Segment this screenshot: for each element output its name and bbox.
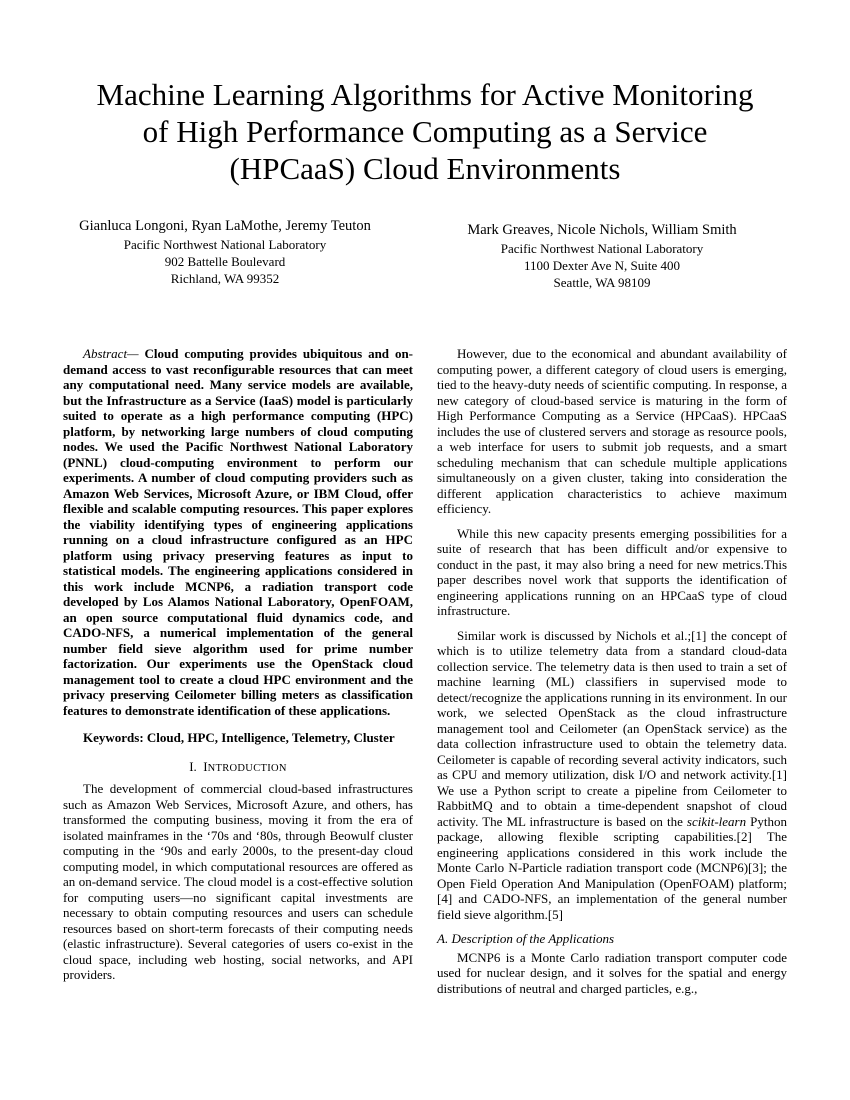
section-heading-introduction [63,759,413,777]
author-address: 902 Battelle Boulevard [164,254,286,269]
package-name: scikit-learn [686,813,747,829]
body-paragraph: However, due to the economical and abundant availability of computing power, a different category of cloud users is emerging, tied to the heavy-duty needs of scientific computing. In response, a new category of cloud-based service is maturing in the form of High Performance Computing as a Service (HPCaaS). HPCaaS includes the use of clustered servers and storage as resource pools, a web interface for users to submit job requests, and a smart scheduling mechanism that can schedule multiple applications simultaneously on a given cluster, taking into consideration the different application characteristics to achieve maximum efficiency. [437,346,787,516]
intro-paragraph: The development of commercial cloud-based infrastructures such as Amazon Web Services, Microsoft Azure, and others, has transformed the computing business, moving it from the era of isolated mainframes in the ‘70s and ‘80s, through Beowulf cluster computing in the ‘90s and early 2000s, to the present-day cloud computing model, in which computational resources are offered as an on-demand service. The cloud model is a cost-effective solution for computing users—no significant capital investments are necessary to obtain computing resources and users can schedule resources based on short-term forecasts of their computing needs (elastic infrastructure). Several categories of users co-exist in the cloud space, including web hosting, social networks, and API providers. [63,781,413,982]
left-column [63,346,413,983]
abstract [63,346,413,718]
subsection-heading: A. Description of the Applications [437,931,615,946]
title-line: of High Performance Computing as a Service [142,114,708,149]
body-paragraph: MCNP6 is a Monte Carlo radiation transport computer code used for nuclear design, and it solves for the spatial and energy distributions of neutral and charged particles, e.g., [437,949,787,996]
body-paragraph [437,628,787,923]
author-address: 1100 Dexter Ave N, Suite 400 [524,258,680,273]
author-names: Mark Greaves, Nicole Nichols, William Smith [467,222,737,238]
title-line: (HPCaaS) Cloud Environments [229,151,621,186]
author-affiliation: Pacific Northwest National Laboratory [500,241,704,256]
abstract-text: Cloud computing provides ubiquitous and on-demand access to vast reconfigurable resources that can meet any computational need. Many service models are available, but the Infrastructure as a Service (IaaS) model is particularly suited to operate as a high performance computing (HPC) platform, by networking large numbers of cloud computing nodes. We used the Pacific Northwest National Laboratory (PNNL) cloud-computing environment to perform our experiments. A number of cloud computing providers such as Amazon Web Services, Microsoft Azure, or IBM Cloud, offer flexible and scalable computing resources. This paper explores the viability identifying types of engineering applications running on a cloud infrastructure configured as an HPC platform using privacy preserving features as input to statistical models. The engineering applications considered in this work include MCNP6, a radiation transport code developed by Los Alamos National Laboratory, OpenFOAM, an open source computational fluid dynamics code, and CADO-NFS, a numerical implementation of the general number field sieve algorithm used for prime number factorization. Our experiments use the OpenStack cloud management tool to create a cloud HPC environment and the privacy preserving Ceilometer billing meters as classification features to demonstrate identification of these applications. [63,346,413,718]
keywords: Keywords: Cloud, HPC, Intelligence, Telemetry, Cluster [83,730,395,745]
section-title-rest: NTRODUCTION [207,762,287,774]
author-names: Gianluca Longoni, Ryan LaMothe, Jeremy Teuton [79,218,371,234]
author-address: Richland, WA 99352 [170,271,280,286]
author-address: Seattle, WA 98109 [553,275,651,290]
paragraph-text: Python package, allowing flexible scripting capabilities.[2] The engineering applications considered in this work include the Monte Carlo N-Particle radiation transport code (MCNP6)[3]; the Open Field Operation And Manipulation (OpenFOAM) platform;[4] and CADO-NFS, an implementation of the general number field sieve algorithm.[5] [437,813,788,922]
author-block-right [421,220,783,291]
paper-title [40,76,810,187]
author-affiliation: Pacific Northwest National Laboratory [123,237,327,252]
section-number: I. [189,758,197,774]
title-line: Machine Learning Algorithms for Active Monitoring [96,77,754,112]
paragraph-text: Similar work is discussed by Nichols et al.;[1] the concept of which is to utilize telemetry data from a standard cloud-data collection service. The telemetry data is then used to train a set of machine learning (ML) classifiers in supervised mode to detect/recognize the applications running in its environment. In our work, we selected OpenStack as the cloud infrastructure management tool and Ceilometer (an OpenStack service) as the data collection infrastructure used to obtain the telemetry data. Ceilometer is capable of recording several activity indicators, such as CPU and memory utilization, disk I/O and network activity.[1] We use a Python script to create a pipeline from Ceilometer to RabbitMQ and to obtain a time-dependent snapshot of cloud activity. The ML infrastructure is based on the [437,627,787,829]
right-column [437,346,787,996]
section-title-initial: I [203,758,208,774]
author-block-left [44,216,406,287]
abstract-label: Abstract— [83,346,139,361]
body-paragraph: While this new capacity presents emerging possibilities for a suite of research that has been difficult and/or expensive to conduct in the past, it may also bring a need for new metrics.This paper describes novel work that supports the identification of engineering applications running on an HPCaaS type of cloud infrastructure. [437,525,787,618]
